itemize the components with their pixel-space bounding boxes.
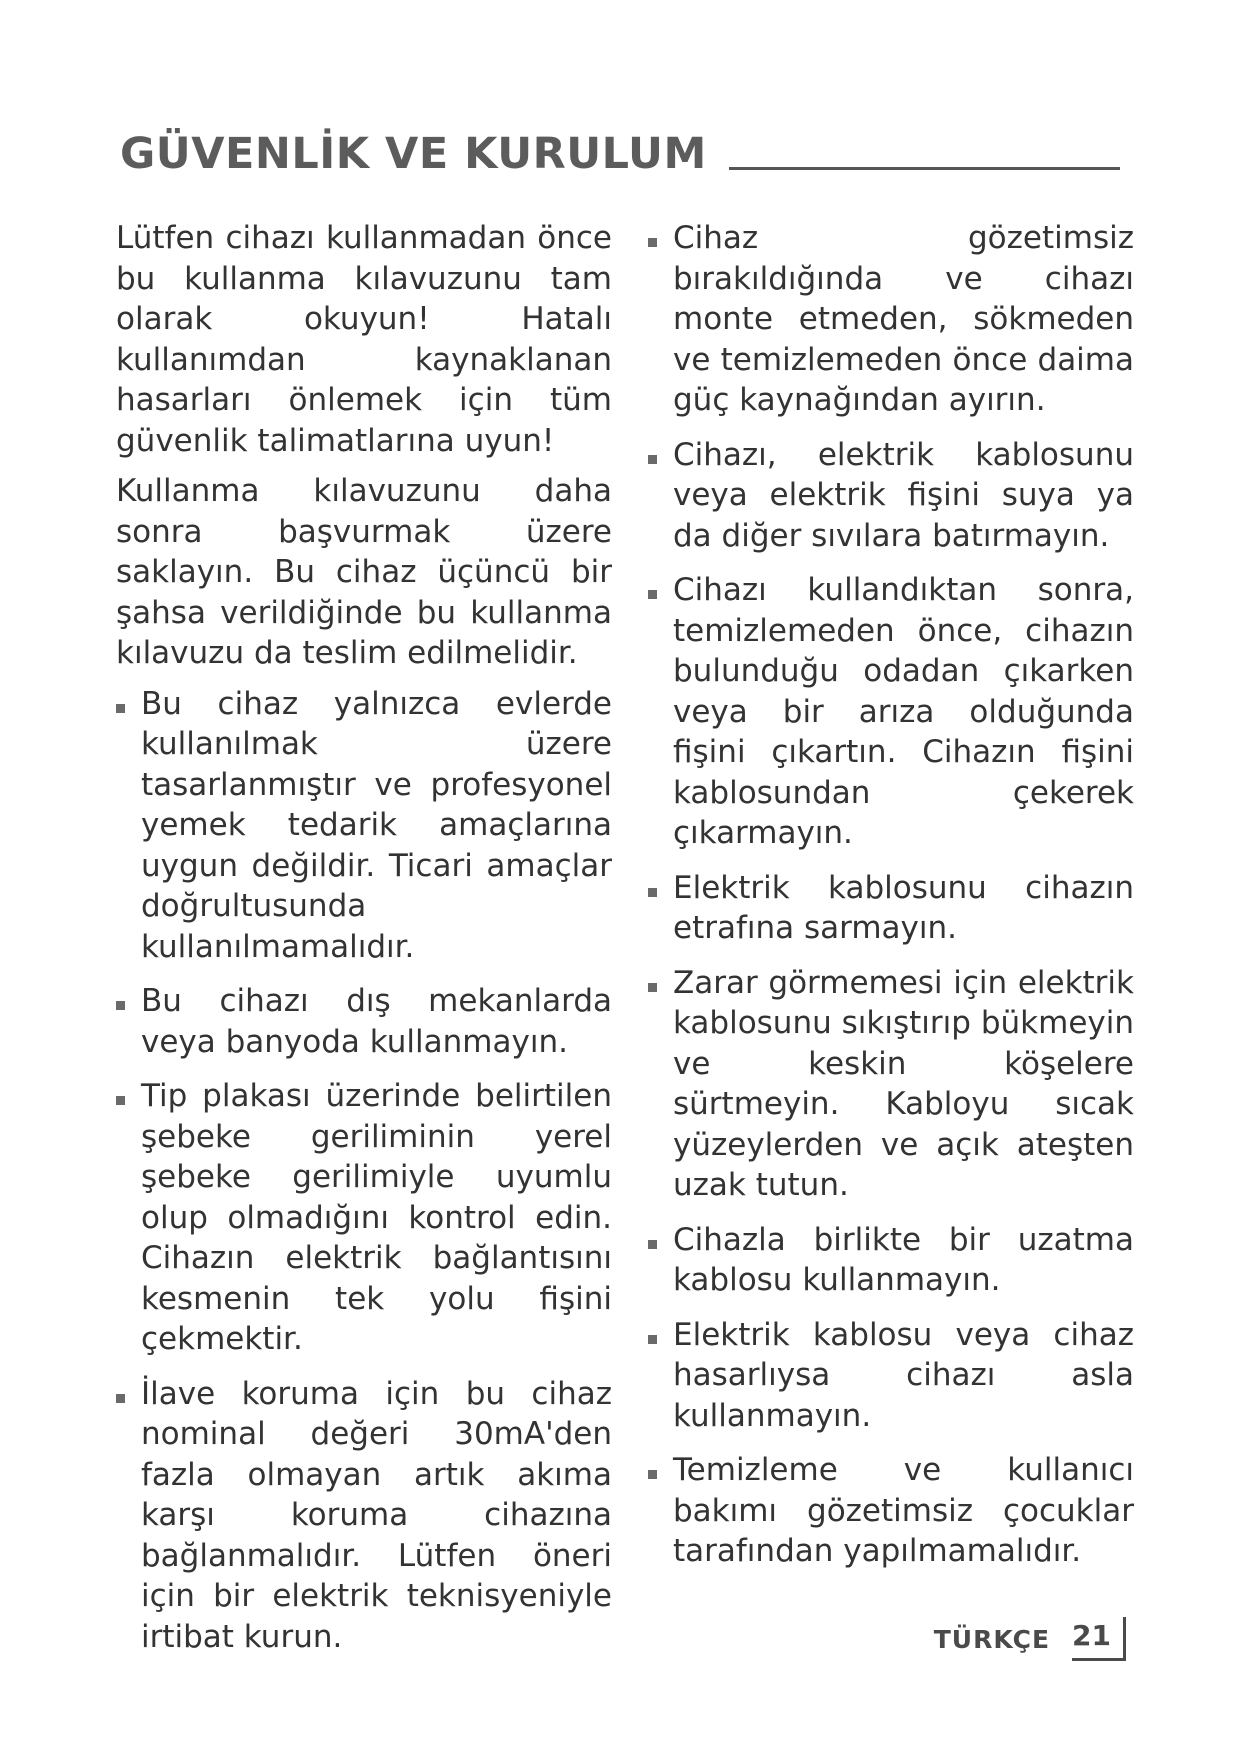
right-column <box>648 218 1134 1586</box>
list-item <box>648 868 1134 949</box>
list-item <box>116 1076 612 1360</box>
list-item <box>116 981 612 1062</box>
list-item-text: Cihazı kullandıktan sonra, temizlemeden önce, cihazın bulunduğu odadan çıkarken veya bir arıza olduğunda fişini çıkartın. Cihazın fişini kablosundan çekerek çıkarmayın. <box>673 572 1134 851</box>
page-title: GÜVENLİK VE KURULUM <box>120 129 707 179</box>
list-item <box>648 218 1134 421</box>
footer-language: TÜRKÇE <box>933 1624 1051 1654</box>
square-bullet-icon <box>648 590 657 599</box>
list-item <box>648 1220 1134 1301</box>
list-item <box>648 1315 1134 1437</box>
list-item-text: İlave koruma için bu cihaz nominal değeri 30mA'den fazla olmayan artık akıma karşı koruma cihazına bağlanmalıdır. Lütfen öneri için bir elektrik teknisyeniyle irtibat kurun. <box>141 1375 612 1655</box>
list-item-text: Cihazı, elektrik kablosunu veya elektrik fişini suya ya da diğer sıvılara batırmayın. <box>673 436 1134 554</box>
list-item-text: Elektrik kablosu veya cihaz hasarlıysa cihazı asla kullanmayın. <box>673 1316 1134 1434</box>
left-column <box>116 218 612 1671</box>
square-bullet-icon <box>116 1394 125 1403</box>
square-bullet-icon <box>648 888 657 897</box>
list-item <box>116 1374 612 1658</box>
square-bullet-icon <box>648 1470 657 1479</box>
square-bullet-icon <box>648 455 657 464</box>
list-item-text: Tip plakası üzerinde belirtilen şebeke geriliminin yerel şebeke gerilimiyle uyumlu olup olmadığını kontrol edin. Cihazın elektrik bağlantısını kesmenin tek yolu fişini çekmektir. <box>141 1078 612 1357</box>
list-item-text: Cihazla birlikte bir uzatma kablosu kullanmayın. <box>673 1221 1134 1298</box>
list-item <box>648 570 1134 854</box>
list-item-text: Cihaz gözetimsiz bırakıldığında ve cihazı monte etmeden, sökmeden ve temizlemeden önce daima güç kaynağından ayırın. <box>673 220 1134 418</box>
list-item-text: Temizleme ve kullanıcı bakımı gözetimsiz çocuklar tarafından yapılmamalıdır. <box>673 1452 1134 1569</box>
list-item-text: Elektrik kablosunu cihazın etrafına sarmayın. <box>673 869 1134 946</box>
list-item-text: Bu cihaz yalnızca evlerde kullanılmak üzere tasarlanmıştır ve profesyonel yemek tedarik amaçlarına uygun değildir. Ticari amaçlar doğrultusunda kullanılmamalıdır. <box>141 685 612 965</box>
list-item <box>648 963 1134 1206</box>
square-bullet-icon <box>648 983 657 992</box>
list-item <box>648 1450 1134 1572</box>
page-header <box>120 116 1120 179</box>
square-bullet-icon <box>116 1096 125 1105</box>
square-bullet-icon <box>116 1001 125 1010</box>
list-item-text: Zarar görmemesi için elektrik kablosunu sıkıştırıp bükmeyin ve keskin köşelere sürtmeyin. Kabloyu sıcak yüzeylerden ve açık ateşten uzak tutun. <box>673 964 1134 1203</box>
list-item-text: Bu cihazı dış mekanlarda veya banyoda kullanmayın. <box>141 983 612 1060</box>
list-item <box>116 684 612 968</box>
page-footer <box>933 1614 1126 1664</box>
square-bullet-icon <box>648 1335 657 1344</box>
square-bullet-icon <box>116 704 125 713</box>
list-item <box>648 435 1134 557</box>
intro-paragraph: Lütfen cihazı kullanmadan önce bu kullanma kılavuzunu tam olarak okuyun! Hatalı kullanımdan kaynaklanan hasarları önlemek için tüm güvenlik talimatlarına uyun! <box>116 220 612 459</box>
retention-paragraph: Kullanma kılavuzunu daha sonra başvurmak üzere saklayın. Bu cihaz üçüncü bir şahsa verildiğinde bu kullanma kılavuzu da teslim edilmelidir. <box>116 473 612 671</box>
square-bullet-icon <box>648 1240 657 1249</box>
square-bullet-icon <box>648 238 657 247</box>
page-number: 21 <box>1072 1617 1126 1661</box>
title-rule <box>729 167 1120 170</box>
